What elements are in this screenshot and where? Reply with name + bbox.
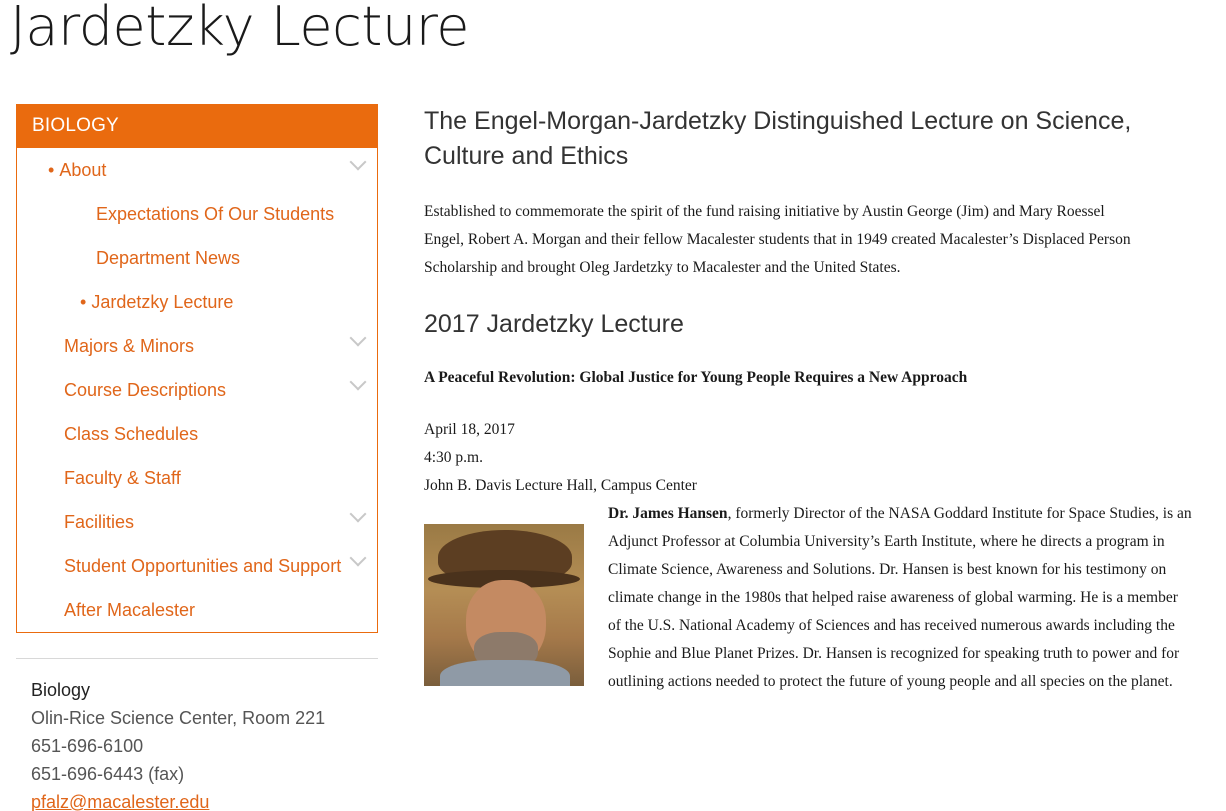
contact-phone: 651-696-6100	[31, 736, 144, 756]
event-details	[424, 416, 697, 500]
sidebar-divider	[16, 658, 378, 659]
talk-title: A Peaceful Revolution: Global Justice for Young People Requires a New Approach	[424, 369, 968, 386]
sidebar-item-department-news[interactable]: Department News	[96, 248, 241, 268]
intro-paragraph: Established to commemorate the spirit of the fund raising initiative by Austin George (Jim) and Mary Roessel Engel, Robert A. Morgan and their fellow Macalester students that in 1949 created Macalester’s Displaced Person Scholarship and brought Oleg Jardetzky to Macalester and the United States.	[424, 203, 1131, 276]
sidebar-item-label: Jardetzky Lecture	[91, 292, 234, 312]
page-title: Jardetzky Lecture	[10, 0, 469, 58]
sidebar-item-after-macalester[interactable]: After Macalester	[64, 600, 196, 620]
event-date: April 18, 2017	[424, 421, 515, 438]
contact-fax: 651-696-6443 (fax)	[31, 764, 185, 784]
sidebar-item-facilities[interactable]: Facilities	[64, 512, 135, 532]
active-bullet: •	[48, 160, 55, 180]
speaker-bio-text: , formerly Director of the NASA Goddard Institute for Space Studies, is an Adjunct Professor at Columbia University’s Earth Institute, where he directs a program in Climate Science, Awareness and Solutions. Dr. Hansen is best known for his testimony on climate change in the 1980s that helped raise awareness of global warming. He is a member of the U.S. National Academy of Sciences and has received numerous awards including the Sophie and Blue Planet Prizes. Dr. Hansen is recognized for speaking truth to power and for outlining actions needed to protect the future of young people and all species on the planet.	[608, 505, 1192, 690]
active-bullet: •	[80, 292, 87, 312]
sidebar-item-jardetzky-lecture[interactable]	[80, 280, 233, 324]
sidebar-item-label: About	[59, 160, 107, 180]
speaker-bio	[424, 500, 1194, 724]
sidebar-item-class-schedules[interactable]: Class Schedules	[64, 424, 199, 444]
contact-block	[31, 676, 325, 811]
main-content	[424, 104, 1194, 690]
sidebar-item-faculty-staff[interactable]: Faculty & Staff	[64, 468, 181, 488]
sidebar-header[interactable]: BIOLOGY	[16, 104, 378, 148]
sidebar-item-majors-minors[interactable]: Majors & Minors	[64, 336, 195, 356]
sidebar-item-about[interactable]	[48, 148, 106, 192]
event-time: 4:30 p.m.	[424, 449, 483, 466]
contact-name: Biology	[31, 680, 91, 700]
sidebar-item-course-descriptions[interactable]: Course Descriptions	[64, 380, 227, 400]
contact-location: Olin-Rice Science Center, Room 221	[31, 708, 326, 728]
contact-email-link[interactable]: pfalz@macalester.edu	[31, 792, 210, 811]
speaker-name: Dr. James Hansen	[608, 505, 728, 522]
event-venue: John B. Davis Lecture Hall, Campus Center	[424, 477, 697, 494]
lecture-series-heading: The Engel-Morgan-Jardetzky Distinguished Lecture on Science, Culture and Ethics	[424, 107, 1132, 170]
lecture-year-heading: 2017 Jardetzky Lecture	[424, 310, 684, 338]
sidebar-item-student-opportunities[interactable]: Student Opportunities and Support	[64, 556, 342, 576]
sidebar-item-expectations[interactable]: Expectations Of Our Students	[96, 204, 335, 224]
photo-spacer	[424, 500, 608, 724]
